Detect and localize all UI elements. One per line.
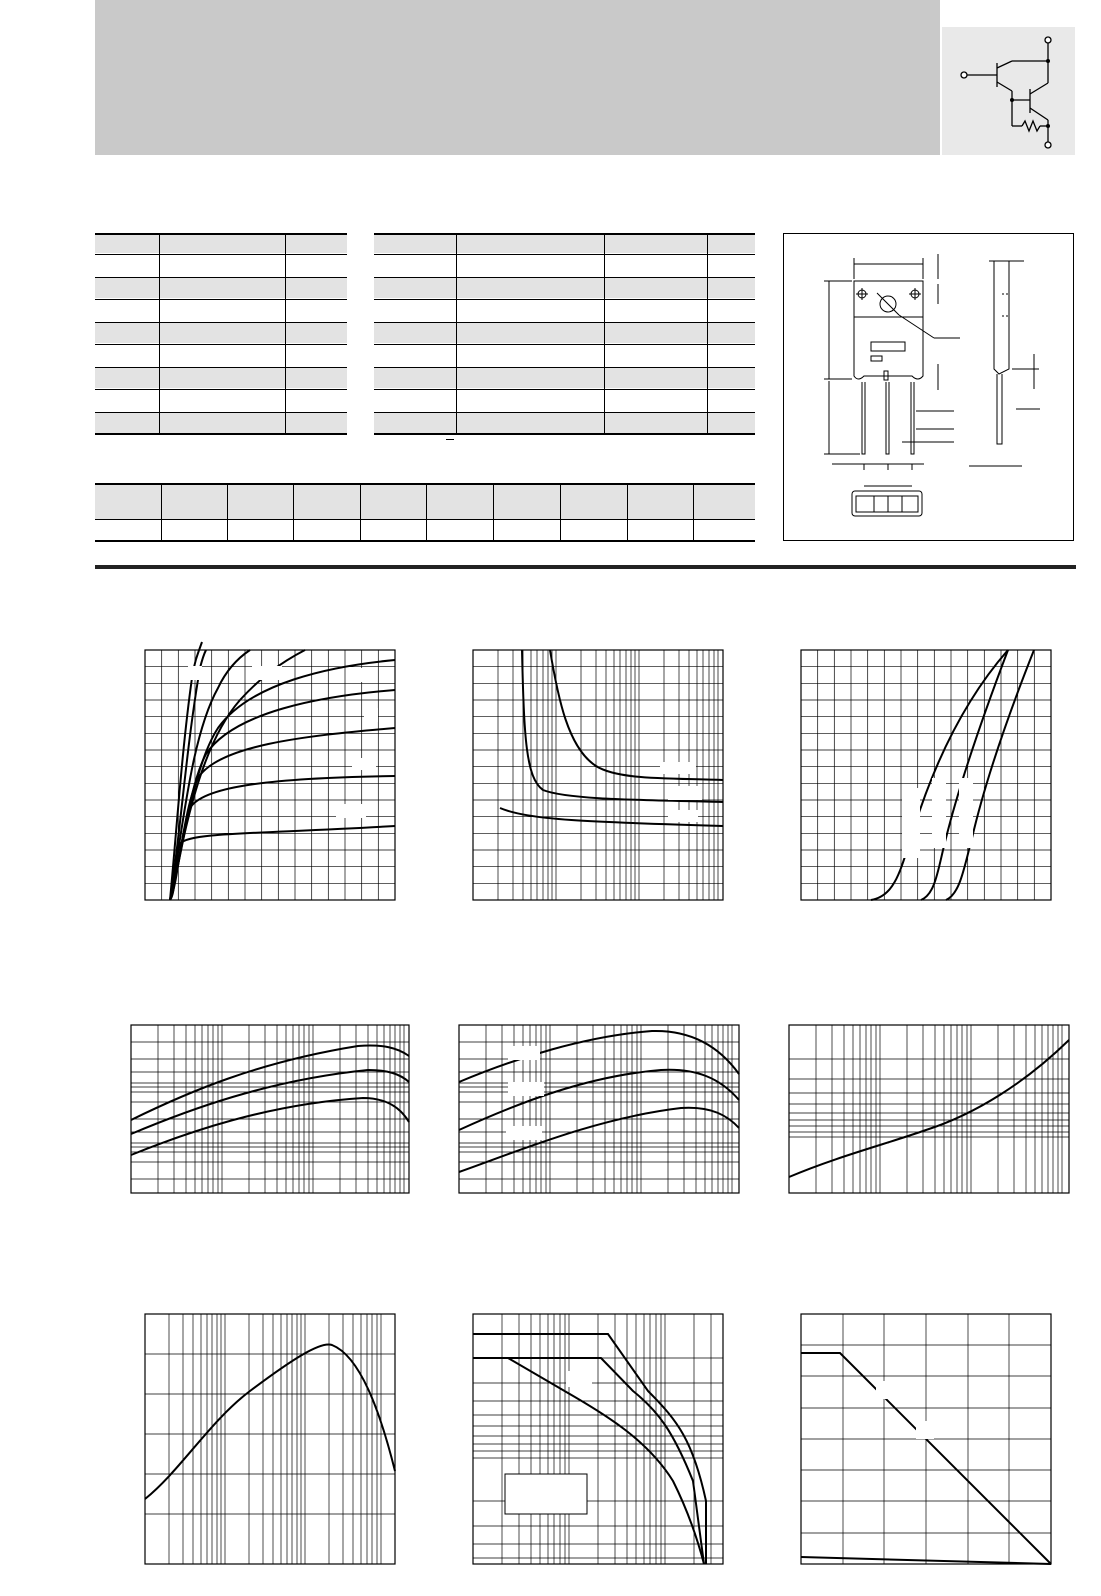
chart-hfe-ic-2: [456, 1022, 742, 1196]
package-outline-drawing: [783, 233, 1074, 541]
chart-ic-vbe: [796, 638, 1054, 904]
chart-vcesat-ic: [786, 1022, 1072, 1196]
chart-vce-ib: [468, 638, 726, 904]
header-band: [95, 0, 940, 155]
darlington-schematic: [942, 27, 1075, 155]
package-outline-icon: [784, 234, 1075, 542]
chart-transient-response: [140, 1311, 398, 1567]
electrical-characteristics-table: [374, 233, 755, 438]
transistor-symbol-icon: [942, 27, 1075, 155]
chart-hfe-ic-1: [128, 1022, 412, 1196]
chart-safe-operating-area: [468, 1311, 726, 1567]
chart-ic-vce: [140, 638, 398, 904]
soa-note-box: [505, 1474, 587, 1514]
hfe-rank-table: [95, 483, 755, 543]
section-divider: [95, 565, 1076, 569]
chart-power-derating: [796, 1311, 1054, 1567]
absolute-max-ratings-table: [95, 233, 347, 438]
